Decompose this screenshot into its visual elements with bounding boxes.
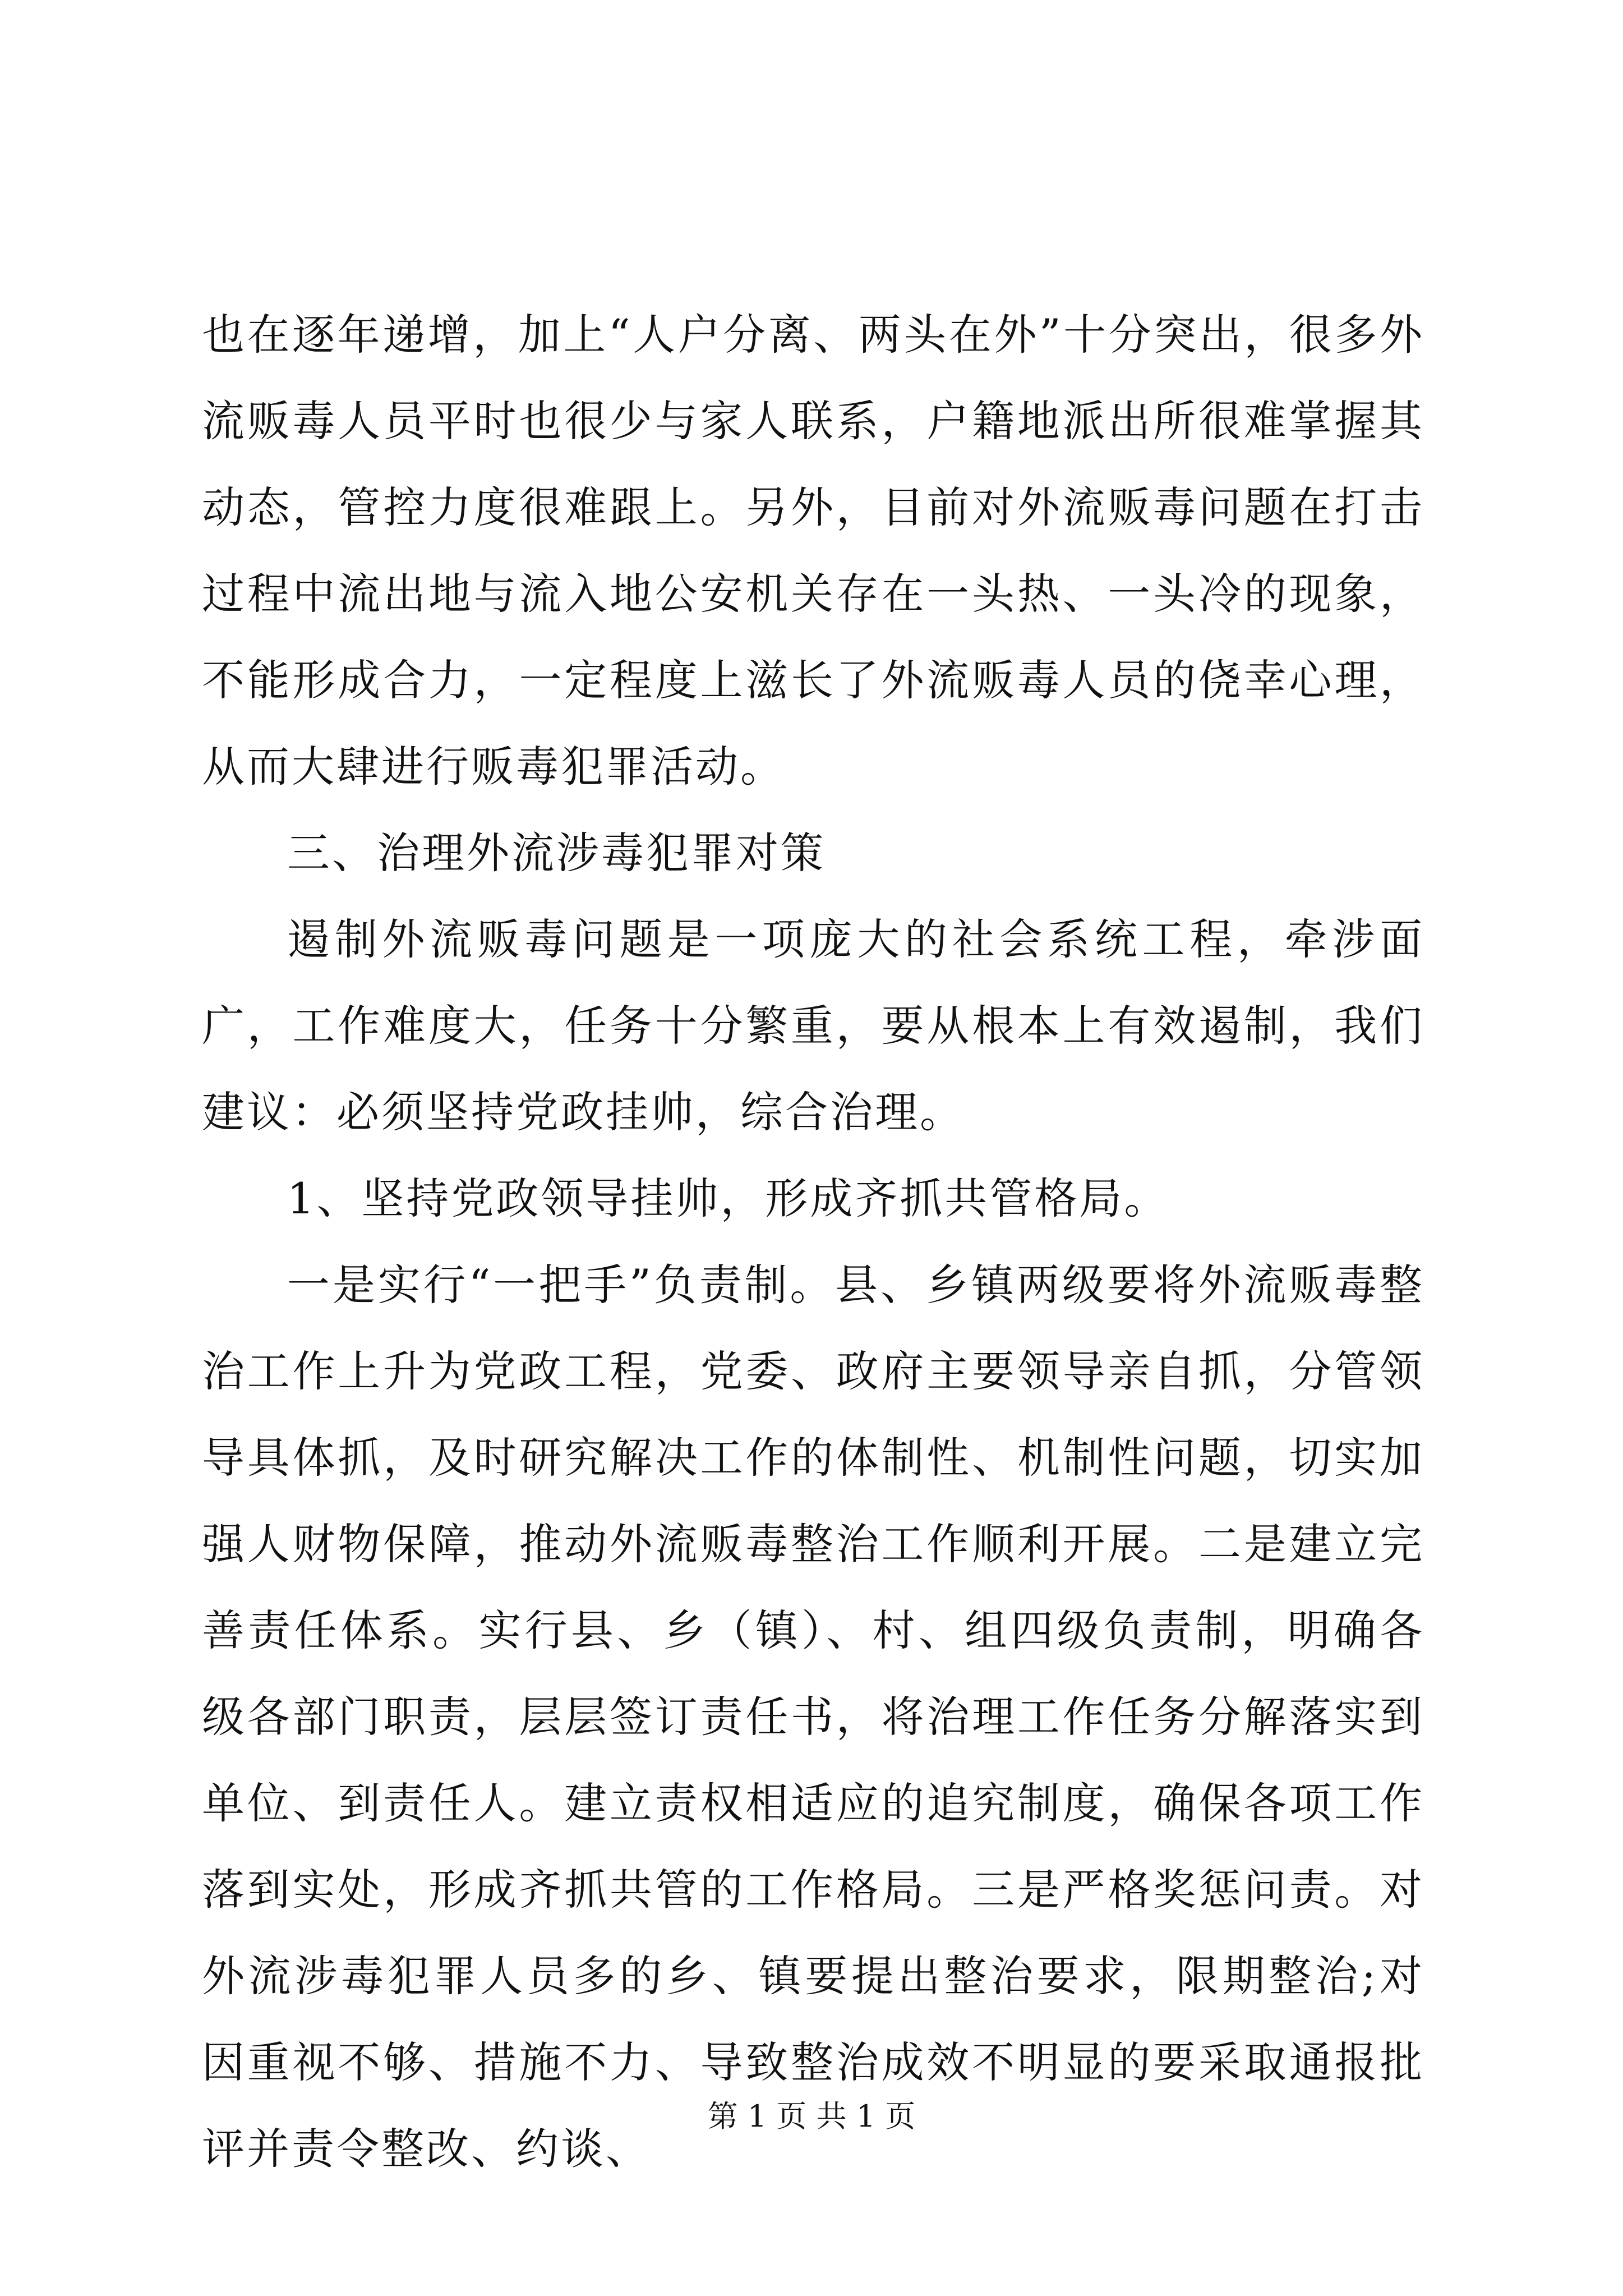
paragraph-measures: 一是实行“一把手”负责制。县、乡镇两级要将外流贩毒整治工作上升为党政工程，党委、政府主要领导亲自抓，分管领导具体抓，及时研究解决工作的体制性、机制性问题，切实加强人财物保障，推动外流贩毒整治工作顺利开展。二是建立完善责任体系。实行县、乡（镇）、村、组四级负责制，明确各级各部门职责，层层签订责任书，将治理工作任务分解落实到单位、到责任人。建立责权相适应的追究制度，确保各项工作落到实处，形成齐抓共管的工作格局。三是严格奖惩问责。对外流涉毒犯罪人员多的乡、镇要提出整治要求，限期整治;对因重视不够、措施不力、导致整治成效不明显的要采取通报批评并责令整改、约谈、 xyxy=(202,1260,1424,2174)
subsection-heading: 1、坚持党政领导挂帅，形成齐抓共管格局。 xyxy=(287,1174,1169,1223)
document-body xyxy=(202,292,1424,2192)
paragraph-continued: 也在逐年递增，加上“人户分离、两头在外”十分突出，很多外流贩毒人员平时也很少与家人联系，户籍地派出所很难掌握其动态，管控力度很难跟上。另外，目前对外流贩毒问题在打击过程中流出地与流入地公安机关存在一头热、一头冷的现象，不能形成合力，一定程度上滋长了外流贩毒人员的侥幸心理，从而大肆进行贩毒犯罪活动。 xyxy=(202,310,1424,792)
paragraph-intro: 遏制外流贩毒问题是一项庞大的社会系统工程，牵涉面广，工作难度大，任务十分繁重，要从根本上有效遏制，我们建议：必须坚持党政挂帅，综合治理。 xyxy=(202,914,1424,1137)
page-footer: 第 1 页 共 1 页 xyxy=(707,2099,916,2134)
section-heading: 三、治理外流涉毒犯罪对策 xyxy=(287,828,826,878)
